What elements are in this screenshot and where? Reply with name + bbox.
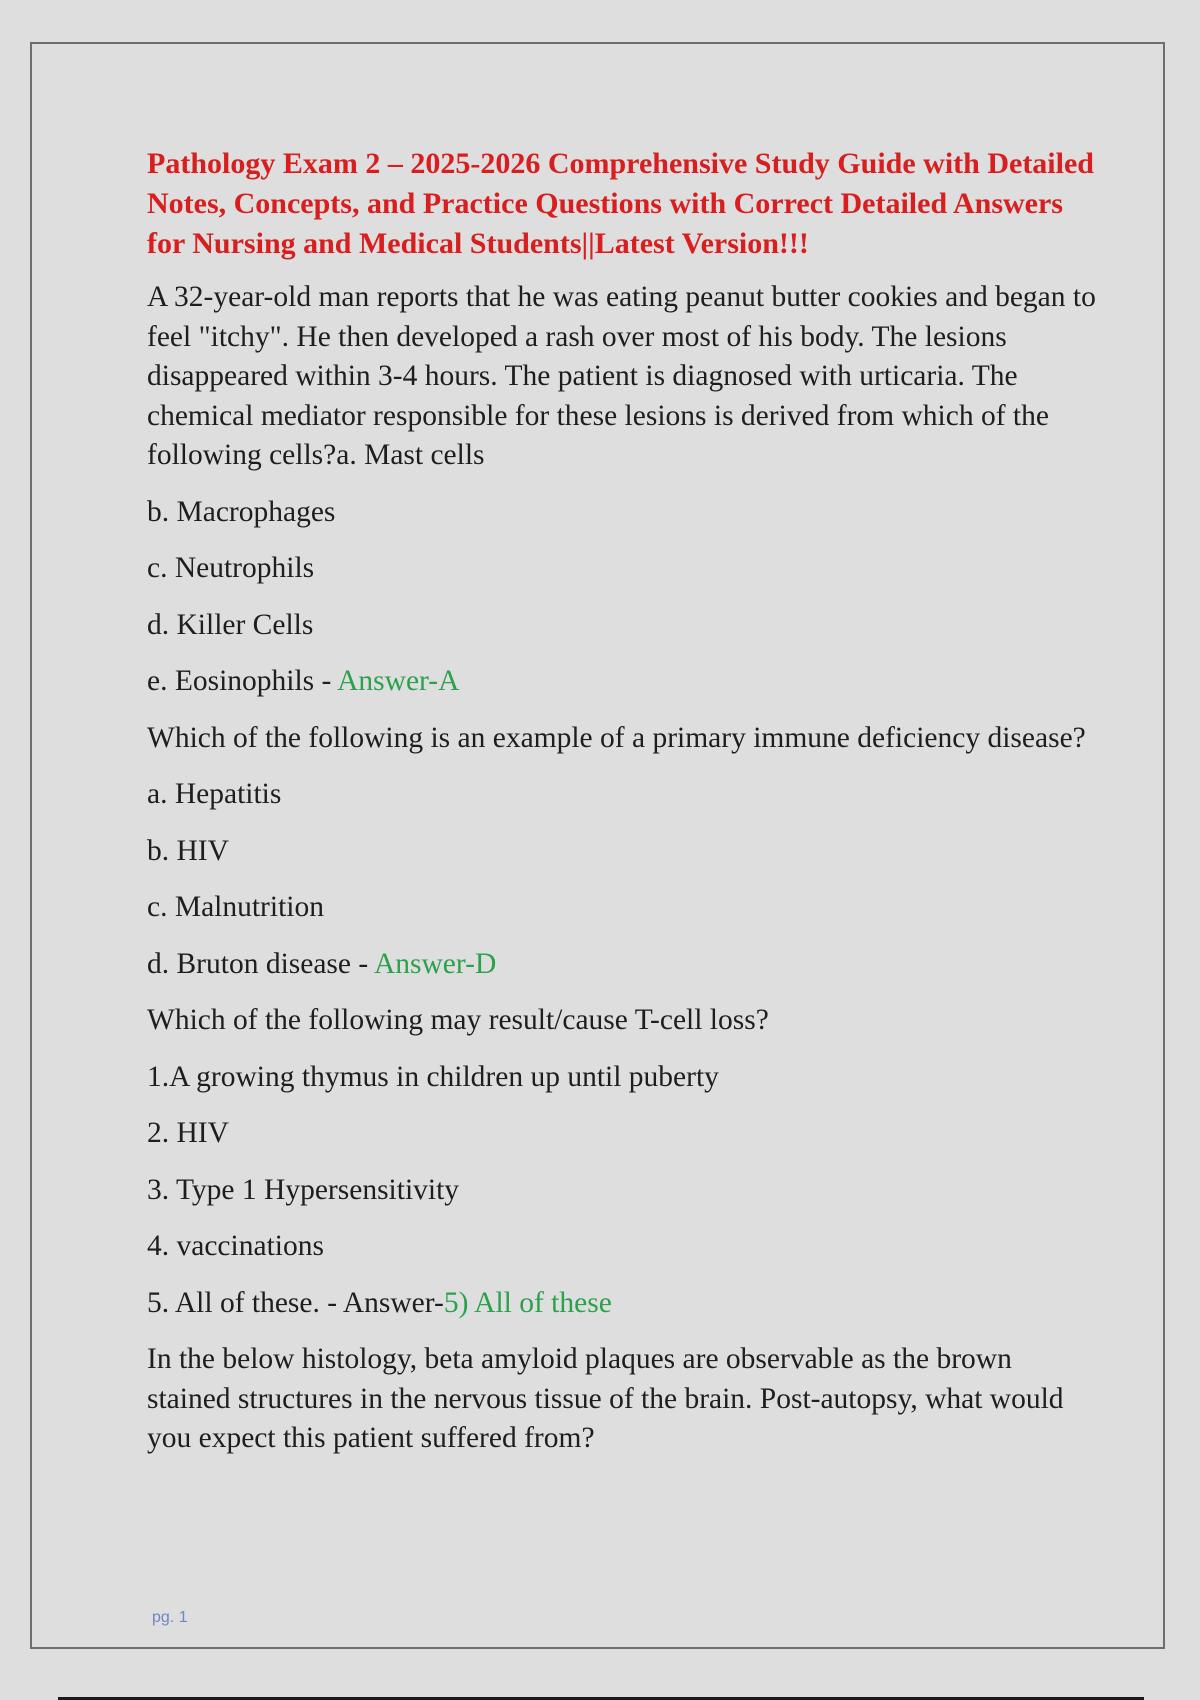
question-3-option: 1.A growing thymus in children up until puberty bbox=[147, 1060, 719, 1093]
question-2-answer: Answer-D bbox=[373, 947, 497, 980]
question-4-stem: In the below histology, beta amyloid plaques are observable as the brown stained structures in the nervous tissue of the brain. Post-autopsy, what would you expect this patient suffered from? bbox=[147, 1343, 1064, 1454]
question-3-option: 2. HIV bbox=[147, 1117, 229, 1149]
question-2-option: b. HIV bbox=[147, 834, 229, 867]
document-page bbox=[30, 42, 1165, 1649]
question-3-last-option: 5. All of these. - Answer- bbox=[147, 1286, 444, 1319]
question-3-option: 4. vaccinations bbox=[147, 1230, 324, 1262]
question-2-stem: Which of the following is an example of a primary immune deficiency disease? bbox=[147, 721, 1086, 754]
question-1-option: b. Macrophages bbox=[147, 495, 336, 528]
question-1-stem: A 32-year-old man reports that he was eating peanut butter cookies and began to feel "itchy". He then developed a rash over most of his body. The lesions disappeared within 3-4 hours. The patient is diagnosed with urticaria. The chemical mediator responsible for these lesions is derived from which of the following cells?a. Mast cells bbox=[147, 281, 1096, 471]
page-content bbox=[147, 144, 1097, 1476]
question-3-option: 3. Type 1 Hypersensitivity bbox=[147, 1173, 460, 1206]
question-2-last-option: d. Bruton disease - bbox=[147, 947, 374, 980]
question-1-answer: Answer-A bbox=[337, 665, 460, 697]
question-1-option: d. Killer Cells bbox=[147, 608, 314, 641]
question-2-option: a. Hepatitis bbox=[147, 778, 282, 810]
question-2-last-option-row bbox=[147, 945, 1097, 985]
page-number: pg. 1 bbox=[152, 1609, 188, 1626]
question-3-last-option-row bbox=[147, 1284, 1097, 1324]
question-1-option: c. Neutrophils bbox=[147, 552, 315, 584]
question-1-last-option-row bbox=[147, 662, 1097, 702]
document-title: Pathology Exam 2 – 2025-2026 Comprehensive Study Guide with Detailed Notes, Concepts, and Practice Questions with Correct Detailed Answers for Nursing and Medical Students||Latest Version!!! bbox=[147, 147, 1094, 260]
question-1-last-option: e. Eosinophils - bbox=[147, 665, 338, 697]
question-3-stem: Which of the following may result/cause T-cell loss? bbox=[147, 1004, 769, 1036]
question-2-option: c. Malnutrition bbox=[147, 891, 324, 923]
question-3-answer: 5) All of these bbox=[443, 1286, 612, 1319]
